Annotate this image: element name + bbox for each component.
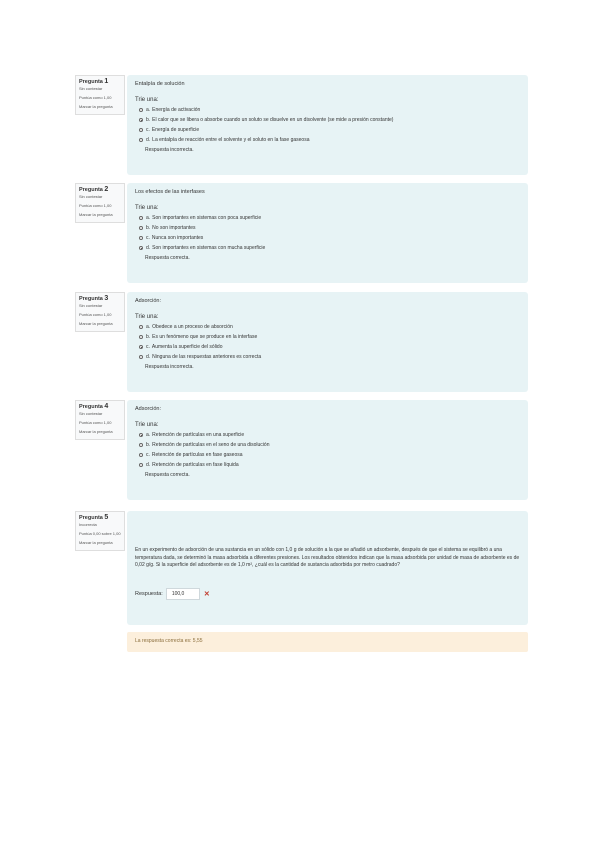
answer-option[interactable]: b. Es un fenómeno que se produce en la interfase — [139, 334, 520, 341]
answer-option[interactable]: b. Retención de partículas en el seno de una disolución — [139, 442, 520, 449]
radio-button[interactable] — [139, 118, 143, 122]
answer-option[interactable]: c. Energía de superficie — [139, 127, 520, 134]
radio-button[interactable] — [139, 138, 143, 142]
radio-button[interactable] — [139, 128, 143, 132]
question-text: Los efectos de las interfases — [135, 189, 205, 195]
incorrect-icon: ✕ — [203, 590, 210, 598]
answer-option[interactable]: b. No son importantes — [139, 225, 520, 232]
question-text: Entalpía de solución — [135, 81, 185, 87]
flag-question-link[interactable]: Marcar la pregunta — [79, 104, 113, 109]
radio-button[interactable] — [139, 355, 143, 359]
question-text: En un experimento de adsorción de una sustancia en un sólido con 1,0 g de solución a la que se añadió un adsorbente, después de que el sistema se equilibró a una temperatura dada, se determinó la masa adsorbida a diferentes presiones. Los resultados obtenidos indican que la masa adsorbida por unidad de masa de adsorbente es de 0,02 g/g. Si la superficie del adsorbente es de 1,0 m², ¿cuál es la cantidad de sustancia adsorbida por metro cuadrado? — [135, 547, 520, 568]
correct-answer-note: La respuesta correcta es: 5,55 — [127, 632, 528, 652]
question-info: Pregunta 3 Sin contestar Puntúa como 1,00 Marcar la pregunta — [75, 292, 125, 332]
answer-option[interactable]: a. Obedece a un proceso de absorción — [139, 324, 520, 331]
answer-option[interactable]: b. El calor que se libera o absorbe cuando un soluto se disuelve en un disolvente (se mide a presión constante) — [139, 117, 520, 124]
answer-feedback: Respuesta incorrecta. — [145, 147, 194, 153]
answer-option[interactable]: a. Retención de partículas en una superficie — [139, 432, 520, 439]
question-content — [127, 183, 528, 283]
radio-button[interactable] — [139, 216, 143, 220]
question-info: Pregunta 4 Sin contestar Puntúa como 1,00 Marcar la pregunta — [75, 400, 125, 440]
question-status: Incorrecta — [79, 522, 97, 527]
question-status: Sin contestar — [79, 194, 103, 199]
flag-question-link[interactable]: Marcar la pregunta — [79, 540, 113, 545]
answer-option[interactable]: d. Son importantes en sistemas con mucha superficie — [139, 245, 520, 252]
question-info: Pregunta 1 Sin contestar Puntúa como 1,00 Marcar la pregunta — [75, 75, 125, 115]
answer-option[interactable]: c. Retención de partículas en fase gaseosa — [139, 452, 520, 459]
question-points: Puntúa como 1,00 — [79, 95, 112, 100]
answer-row — [135, 588, 520, 600]
question-content — [127, 292, 528, 392]
question-info: Pregunta 5 Incorrecta Puntúa 0,00 sobre 1,00 Marcar la pregunta — [75, 511, 125, 551]
radio-button[interactable] — [139, 433, 143, 437]
answer-option[interactable]: d. Ninguna de las respuestas anteriores es correcta — [139, 354, 520, 361]
flag-question-link[interactable]: Marcar la pregunta — [79, 321, 113, 326]
question-content — [127, 75, 528, 175]
radio-button[interactable] — [139, 463, 143, 467]
radio-button[interactable] — [139, 246, 143, 250]
flag-question-link[interactable]: Marcar la pregunta — [79, 212, 113, 217]
select-label: Trie una: — [135, 205, 159, 211]
question-points: Puntúa como 1,00 — [79, 420, 112, 425]
question-number: 1 — [104, 78, 109, 85]
select-label: Trie una: — [135, 422, 159, 428]
question-content — [127, 400, 528, 500]
radio-button[interactable] — [139, 453, 143, 457]
flag-question-link[interactable]: Marcar la pregunta — [79, 429, 113, 434]
radio-button[interactable] — [139, 345, 143, 349]
question-text: Adsorción: — [135, 298, 161, 304]
question-info: Pregunta 2 Sin contestar Puntúa como 1,00 Marcar la pregunta — [75, 183, 125, 223]
question-number: 2 — [104, 186, 109, 193]
question-number: 3 — [104, 295, 109, 302]
question-text: Adsorción: — [135, 406, 161, 412]
answer-feedback: Respuesta correcta. — [145, 472, 190, 478]
answer-option[interactable]: c. Aumenta la superficie del sólido — [139, 344, 520, 351]
question-number: 5 — [104, 514, 109, 521]
radio-button[interactable] — [139, 108, 143, 112]
answer-label: Respuesta: — [135, 590, 163, 597]
answer-input[interactable]: 100,0 — [166, 588, 200, 600]
question-status: Sin contestar — [79, 303, 103, 308]
radio-button[interactable] — [139, 226, 143, 230]
radio-button[interactable] — [139, 325, 143, 329]
question-points: Puntúa como 1,00 — [79, 312, 112, 317]
answer-option[interactable]: d. Retención de partículas en fase líquida — [139, 462, 520, 469]
question-content — [127, 511, 528, 625]
answer-feedback: Respuesta correcta. — [145, 255, 190, 261]
select-label: Trie una: — [135, 97, 159, 103]
answer-option[interactable]: c. Nunca son importantes — [139, 235, 520, 242]
question-status: Sin contestar — [79, 411, 103, 416]
question-number: 4 — [104, 403, 109, 410]
answer-option[interactable]: d. La entalpía de reacción entre el solvente y el soluto en la fase gaseosa — [139, 137, 520, 144]
answer-option[interactable]: a. Son importantes en sistemas con poca superficie — [139, 215, 520, 222]
question-points: Puntúa como 1,00 — [79, 203, 112, 208]
question-points: Puntúa 0,00 sobre 1,00 — [79, 531, 121, 536]
question-status: Sin contestar — [79, 86, 103, 91]
answer-feedback: Respuesta incorrecta. — [145, 364, 194, 370]
radio-button[interactable] — [139, 236, 143, 240]
radio-button[interactable] — [139, 443, 143, 447]
select-label: Trie una: — [135, 314, 159, 320]
radio-button[interactable] — [139, 335, 143, 339]
answer-option[interactable]: a. Energía de activación — [139, 107, 520, 114]
